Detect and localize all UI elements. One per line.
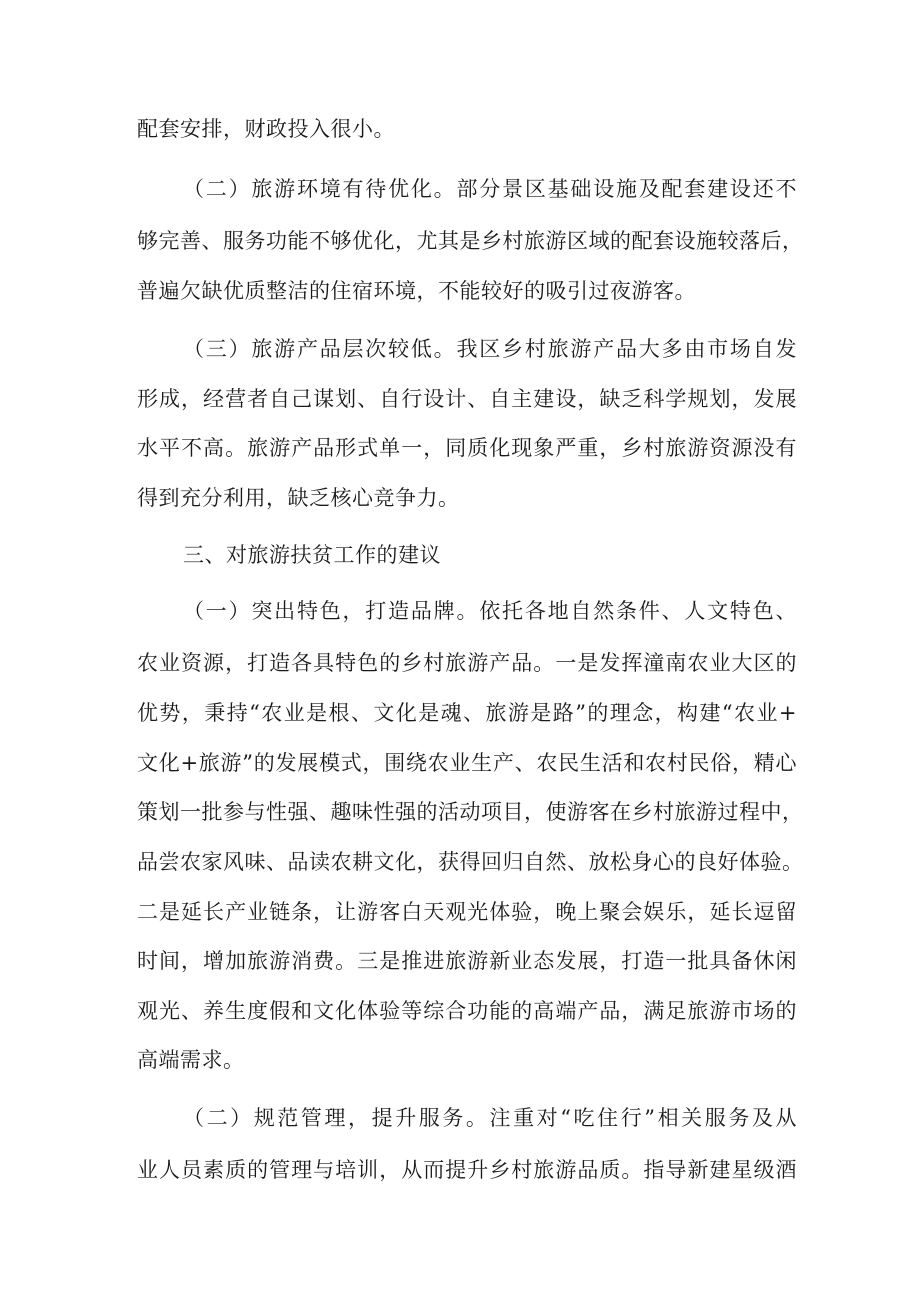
paragraph-line: 二是延长产业链条，让游客白天观光体验，晚上聚会娱乐，延长逗留 (137, 900, 797, 924)
paragraph-line: 文化+旅游”的发展模式，围绕农业生产、农民生活和农村民俗，精心 (137, 751, 797, 775)
paragraph-line: 高端需求。 (137, 1048, 245, 1072)
paragraph-line: （二）规范管理，提升服务。注重对“吃住行”相关服务及从 (183, 1106, 797, 1130)
paragraph-line: 普遍欠缺优质整洁的住宿环境，不能较好的吸引过夜游客。 (137, 279, 696, 303)
paragraph-line: 得到充分利用，缺乏核心竞争力。 (137, 486, 460, 510)
paragraph-line: 优势，秉持“农业是根、文化是魂、旅游是路”的理念，构建“农业+ (137, 701, 797, 725)
paragraph-line: 够完善、服务功能不够优化，尤其是乡村旅游区域的配套设施较落后， (137, 229, 804, 253)
paragraph-line: 品尝农家风味、品读农耕文化，获得回归自然、放松身心的良好体验。 (137, 850, 804, 874)
paragraph-line: 农业资源，打造各具特色的乡村旅游产品。一是发挥潼南农业大区的 (137, 651, 797, 675)
paragraph-line: 形成，经营者自己谋划、自行设计、自主建设，缺乏科学规划，发展 (137, 387, 797, 411)
paragraph-line: 时间，增加旅游消费。三是推进旅游新业态发展，打造一批具备休闲 (137, 949, 797, 973)
paragraph-line: 观光、养生度假和文化体验等综合功能的高端产品，满足旅游市场的 (137, 999, 797, 1023)
paragraph-line: （一）突出特色，打造品牌。依托各地自然条件、人文特色、 (183, 599, 797, 623)
paragraph-line: （二）旅游环境有待优化。部分景区基础设施及配套建设还不 (183, 177, 797, 201)
paragraph-line: 策划一批参与性强、趣味性强的活动项目，使游客在乡村旅游过程中， (137, 800, 804, 824)
paragraph-line: 配套安排，财政投入很小。 (137, 117, 395, 141)
paragraph-line: （三）旅游产品层次较低。我区乡村旅游产品大多由市场自发 (183, 337, 797, 361)
paragraph-line: 业人员素质的管理与培训，从而提升乡村旅游品质。指导新建星级酒 (137, 1158, 797, 1182)
paragraph-line: 水平不高。旅游产品形式单一，同质化现象严重，乡村旅游资源没有 (137, 436, 797, 460)
section-heading: 三、对旅游扶贫工作的建议 (183, 543, 441, 567)
